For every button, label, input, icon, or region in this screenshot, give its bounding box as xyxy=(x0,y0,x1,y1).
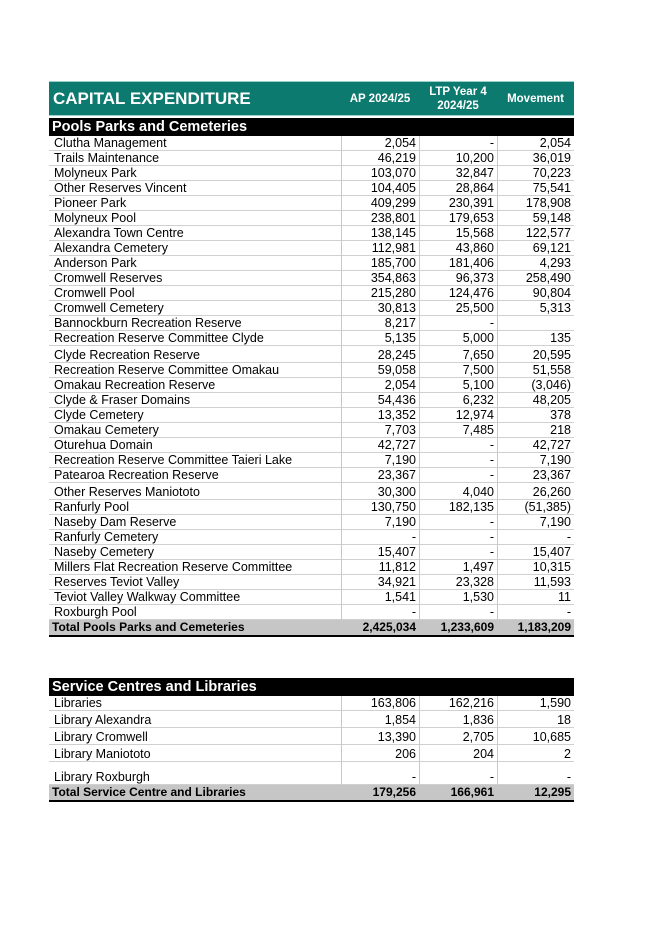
row-label: Library Maniototo xyxy=(49,745,341,762)
ltp-value: 12,974 xyxy=(419,408,497,423)
movement-value: 15,407 xyxy=(497,545,574,560)
movement-value: - xyxy=(497,605,574,620)
ap-value: 138,145 xyxy=(341,226,419,241)
row-label: Teviot Valley Walkway Committee xyxy=(49,590,341,605)
table-row xyxy=(49,408,574,423)
table-row xyxy=(49,696,574,711)
ap-value: 215,280 xyxy=(341,286,419,301)
ap-value: 23,367 xyxy=(341,468,419,483)
column-header-ltp-line1: LTP Year 4 xyxy=(429,85,487,98)
ap-value: 238,801 xyxy=(341,211,419,226)
movement-value: 75,541 xyxy=(497,181,574,196)
table-row xyxy=(49,745,574,762)
table-row xyxy=(49,241,574,256)
table-row xyxy=(49,762,574,785)
ltp-value: 7,650 xyxy=(419,346,497,363)
ap-value: 11,812 xyxy=(341,560,419,575)
total-label: Total Service Centre and Libraries xyxy=(52,785,246,799)
table-row xyxy=(49,438,574,453)
ltp-value: 181,406 xyxy=(419,256,497,271)
ltp-value: 15,568 xyxy=(419,226,497,241)
table-row xyxy=(49,560,574,575)
ltp-value: 43,860 xyxy=(419,241,497,256)
table-row xyxy=(49,346,574,363)
table-row xyxy=(49,196,574,211)
ap-value: 28,245 xyxy=(341,346,419,363)
ltp-value: 2,705 xyxy=(419,728,497,745)
movement-value: 7,190 xyxy=(497,515,574,530)
table-row xyxy=(49,468,574,483)
row-label: Pioneer Park xyxy=(49,196,341,211)
total-row-pools xyxy=(49,620,574,637)
table-row xyxy=(49,378,574,393)
ap-value: - xyxy=(341,762,419,785)
table-row xyxy=(49,256,574,271)
movement-value: 69,121 xyxy=(497,241,574,256)
ltp-value: 204 xyxy=(419,745,497,762)
ap-value: 185,700 xyxy=(341,256,419,271)
movement-value: 59,148 xyxy=(497,211,574,226)
row-label: Millers Flat Recreation Reserve Committee xyxy=(49,560,341,575)
ltp-value: 230,391 xyxy=(419,196,497,211)
movement-value: - xyxy=(497,530,574,545)
movement-value: 178,908 xyxy=(497,196,574,211)
ltp-value: 5,100 xyxy=(419,378,497,393)
pools-rows xyxy=(49,136,574,620)
ap-value: 30,300 xyxy=(341,483,419,500)
row-label: Library Cromwell xyxy=(49,728,341,745)
ap-value: 130,750 xyxy=(341,500,419,515)
table-row xyxy=(49,575,574,590)
ap-value: 1,541 xyxy=(341,590,419,605)
row-label: Oturehua Domain xyxy=(49,438,341,453)
movement-value: (51,385) xyxy=(497,500,574,515)
movement-value: - xyxy=(497,762,574,785)
column-header-ap: AP 2024/25 xyxy=(349,92,411,105)
row-label: Clyde Recreation Reserve xyxy=(49,346,341,363)
ltp-value: - xyxy=(419,316,497,331)
ltp-value: 23,328 xyxy=(419,575,497,590)
movement-value: 10,315 xyxy=(497,560,574,575)
row-label: Roxburgh Pool xyxy=(49,605,341,620)
ltp-value: - xyxy=(419,468,497,483)
row-label: Other Reserves Vincent xyxy=(49,181,341,196)
row-label: Reserves Teviot Valley xyxy=(49,575,341,590)
row-label: Patearoa Recreation Reserve xyxy=(49,468,341,483)
table-row xyxy=(49,423,574,438)
table-row xyxy=(49,151,574,166)
table-row xyxy=(49,211,574,226)
total-ap: 179,256 xyxy=(372,785,416,799)
movement-value: 4,293 xyxy=(497,256,574,271)
table-row xyxy=(49,483,574,500)
row-label: Clyde Cemetery xyxy=(49,408,341,423)
column-header-ltp xyxy=(419,85,497,113)
movement-value: 7,190 xyxy=(497,453,574,468)
ltp-value: - xyxy=(419,605,497,620)
movement-value: 218 xyxy=(497,423,574,438)
movement-value: 378 xyxy=(497,408,574,423)
table-row xyxy=(49,500,574,515)
row-label: Molyneux Pool xyxy=(49,211,341,226)
table-row xyxy=(49,301,574,316)
movement-value: 26,260 xyxy=(497,483,574,500)
table-row xyxy=(49,590,574,605)
ltp-value: 1,497 xyxy=(419,560,497,575)
row-label: Molyneux Park xyxy=(49,166,341,181)
movement-value: 70,223 xyxy=(497,166,574,181)
ap-value: 30,813 xyxy=(341,301,419,316)
total-row-libraries xyxy=(49,785,574,802)
movement-value: 11,593 xyxy=(497,575,574,590)
ap-value: 206 xyxy=(341,745,419,762)
total-label: Total Pools Parks and Cemeteries xyxy=(52,620,245,634)
movement-value: (3,046) xyxy=(497,378,574,393)
ap-value: 7,190 xyxy=(341,453,419,468)
movement-value: 10,685 xyxy=(497,728,574,745)
row-label: Bannockburn Recreation Reserve xyxy=(49,316,341,331)
ltp-value: 28,864 xyxy=(419,181,497,196)
ap-value: - xyxy=(341,530,419,545)
ap-value: 54,436 xyxy=(341,393,419,408)
ltp-value: 4,040 xyxy=(419,483,497,500)
movement-value xyxy=(497,316,574,331)
row-label: Omakau Recreation Reserve xyxy=(49,378,341,393)
ltp-value: 96,373 xyxy=(419,271,497,286)
table-row xyxy=(49,316,574,331)
ltp-value: 162,216 xyxy=(419,696,497,711)
table-row xyxy=(49,331,574,346)
table-row xyxy=(49,728,574,745)
movement-value: 2,054 xyxy=(497,136,574,151)
movement-value: 20,595 xyxy=(497,346,574,363)
movement-value: 36,019 xyxy=(497,151,574,166)
ltp-value: 7,500 xyxy=(419,363,497,378)
ap-value: 5,135 xyxy=(341,331,419,346)
row-label: Cromwell Pool xyxy=(49,286,341,301)
table-row xyxy=(49,136,574,151)
ap-value: 112,981 xyxy=(341,241,419,256)
row-label: Alexandra Cemetery xyxy=(49,241,341,256)
ltp-value: - xyxy=(419,136,497,151)
movement-value: 5,313 xyxy=(497,301,574,316)
movement-value: 1,590 xyxy=(497,696,574,711)
movement-value: 18 xyxy=(497,711,574,728)
table-row xyxy=(49,181,574,196)
row-label: Alexandra Town Centre xyxy=(49,226,341,241)
row-label: Ranfurly Cemetery xyxy=(49,530,341,545)
ltp-value: - xyxy=(419,453,497,468)
table-row xyxy=(49,363,574,378)
ap-value: 42,727 xyxy=(341,438,419,453)
ltp-value: - xyxy=(419,545,497,560)
ltp-value: 25,500 xyxy=(419,301,497,316)
total-ltp: 166,961 xyxy=(450,785,494,799)
ap-value: 163,806 xyxy=(341,696,419,711)
total-ap: 2,425,034 xyxy=(362,620,416,634)
table-row xyxy=(49,271,574,286)
libraries-rows xyxy=(49,696,574,785)
row-label: Clutha Management xyxy=(49,136,341,151)
column-header-movement: Movement xyxy=(507,92,564,105)
row-label: Recreation Reserve Committee Taieri Lake xyxy=(49,453,341,468)
ap-value: 104,405 xyxy=(341,181,419,196)
ltp-value: - xyxy=(419,438,497,453)
row-label: Clyde & Fraser Domains xyxy=(49,393,341,408)
ap-value: 2,054 xyxy=(341,378,419,393)
ltp-value: 10,200 xyxy=(419,151,497,166)
ap-value: 15,407 xyxy=(341,545,419,560)
total-movement: 12,295 xyxy=(534,785,571,799)
ap-value: 7,703 xyxy=(341,423,419,438)
table-row xyxy=(49,453,574,468)
ap-value: 46,219 xyxy=(341,151,419,166)
table-row xyxy=(49,166,574,181)
capital-expenditure-table xyxy=(49,81,574,637)
row-label: Cromwell Cemetery xyxy=(49,301,341,316)
row-label: Naseby Dam Reserve xyxy=(49,515,341,530)
ltp-value: 179,653 xyxy=(419,211,497,226)
movement-value: 90,804 xyxy=(497,286,574,301)
table-title: CAPITAL EXPENDITURE xyxy=(53,88,251,108)
row-label: Ranfurly Pool xyxy=(49,500,341,515)
row-label: Recreation Reserve Committee Omakau xyxy=(49,363,341,378)
ap-value: 13,390 xyxy=(341,728,419,745)
ap-value: 103,070 xyxy=(341,166,419,181)
movement-value: 48,205 xyxy=(497,393,574,408)
row-label: Library Alexandra xyxy=(49,711,341,728)
table-row xyxy=(49,515,574,530)
ap-value: 34,921 xyxy=(341,575,419,590)
ltp-value: 182,135 xyxy=(419,500,497,515)
row-label: Naseby Cemetery xyxy=(49,545,341,560)
row-label: Other Reserves Maniototo xyxy=(49,483,341,500)
ltp-value: 32,847 xyxy=(419,166,497,181)
ap-value: 354,863 xyxy=(341,271,419,286)
table-row xyxy=(49,605,574,620)
ltp-value: 7,485 xyxy=(419,423,497,438)
ap-value: 1,854 xyxy=(341,711,419,728)
column-header-ltp-line2: 2024/25 xyxy=(437,99,479,112)
table-row xyxy=(49,530,574,545)
ltp-value: - xyxy=(419,515,497,530)
ap-value: 59,058 xyxy=(341,363,419,378)
table-row xyxy=(49,393,574,408)
row-label: Recreation Reserve Committee Clyde xyxy=(49,331,341,346)
ap-value: 13,352 xyxy=(341,408,419,423)
ltp-value: 124,476 xyxy=(419,286,497,301)
table-row xyxy=(49,545,574,560)
table-header xyxy=(49,81,574,116)
ltp-value: - xyxy=(419,530,497,545)
movement-value: 135 xyxy=(497,331,574,346)
table-row xyxy=(49,226,574,241)
ltp-value: 1,836 xyxy=(419,711,497,728)
movement-value: 51,558 xyxy=(497,363,574,378)
row-label: Anderson Park xyxy=(49,256,341,271)
ap-value: 7,190 xyxy=(341,515,419,530)
movement-value: 2 xyxy=(497,745,574,762)
movement-value: 258,490 xyxy=(497,271,574,286)
row-label: Libraries xyxy=(49,696,341,711)
ltp-value: 6,232 xyxy=(419,393,497,408)
ap-value: 409,299 xyxy=(341,196,419,211)
section-title-libraries: Service Centres and Libraries xyxy=(49,678,574,696)
total-ltp: 1,233,609 xyxy=(440,620,494,634)
row-label: Library Roxburgh xyxy=(49,762,341,785)
row-label: Omakau Cemetery xyxy=(49,423,341,438)
total-movement: 1,183,209 xyxy=(517,620,571,634)
ap-value: 2,054 xyxy=(341,136,419,151)
ap-value: 8,217 xyxy=(341,316,419,331)
movement-value: 122,577 xyxy=(497,226,574,241)
ltp-value: 1,530 xyxy=(419,590,497,605)
row-label: Cromwell Reserves xyxy=(49,271,341,286)
ltp-value: - xyxy=(419,762,497,785)
movement-value: 23,367 xyxy=(497,468,574,483)
service-centres-table xyxy=(49,678,574,802)
ltp-value: 5,000 xyxy=(419,331,497,346)
movement-value: 11 xyxy=(497,590,574,605)
ap-value: - xyxy=(341,605,419,620)
section-title-pools: Pools Parks and Cemeteries xyxy=(49,118,574,136)
row-label: Trails Maintenance xyxy=(49,151,341,166)
table-row xyxy=(49,286,574,301)
movement-value: 42,727 xyxy=(497,438,574,453)
table-row xyxy=(49,711,574,728)
